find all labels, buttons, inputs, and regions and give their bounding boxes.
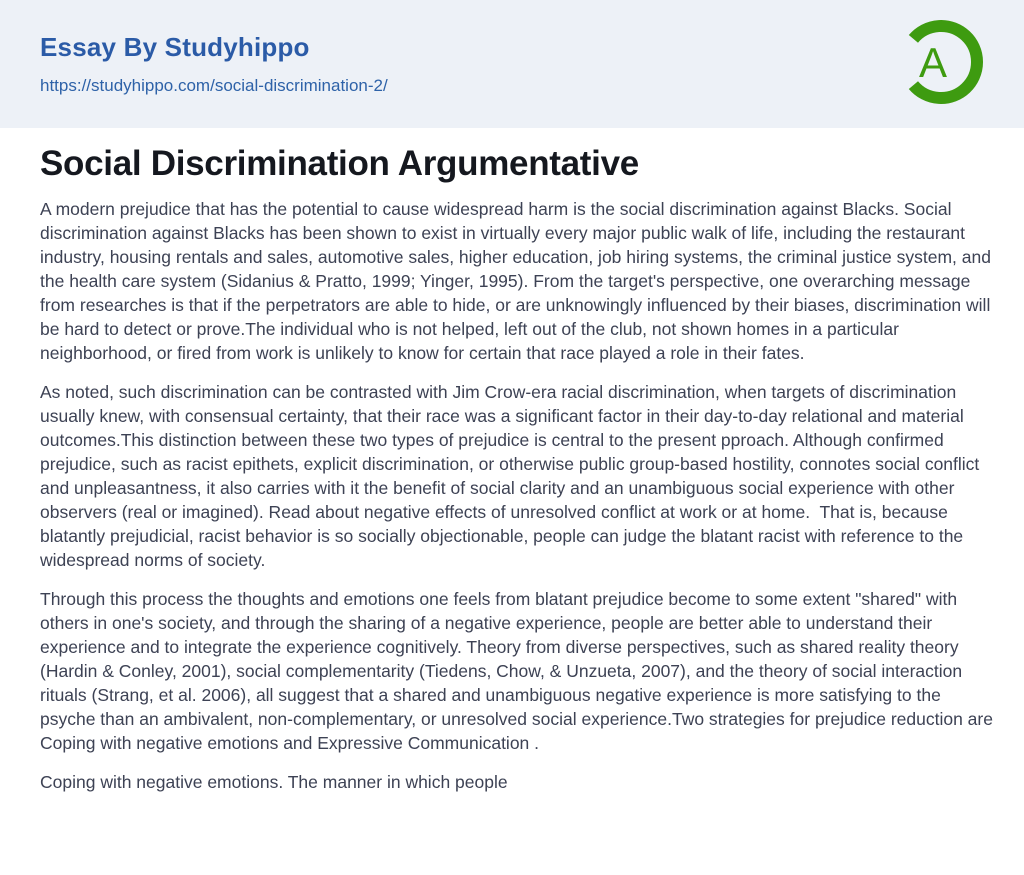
- article: [0, 128, 1024, 794]
- article-paragraph-1: A modern prejudice that has the potential to cause widespread harm is the social discrimination against Blacks. Social discrimination against Blacks has been shown to exist in virtually every major public walk of life, including the restaurant industry, housing rentals and sales, automotive sales, higher education, job hiring systems, the criminal justice system, and the health care system (Sidanius & Pratto, 1999; Yinger, 1995). From the target's perspective, one overarching message from researches is that if the perpetrators are able to hide, or are unknowingly influenced by their biases, discrimination will be hard to detect or prove.The individual who is not helped, left out of the club, not shown homes in a particular neighborhood, or fired from work is unlikely to know for certain that race played a role in their fates.: [40, 199, 996, 363]
- site-header: [0, 0, 1024, 128]
- page-url-link[interactable]: https://studyhippo.com/social-discrimination-2/: [40, 76, 388, 95]
- studyhippo-logo-icon: [900, 20, 984, 108]
- logo-letter: A: [918, 39, 948, 86]
- article-paragraph-3: Through this process the thoughts and emotions one feels from blatant prejudice become to some extent "shared" with others in one's society, and through the sharing of a negative experience, people are better able to understand their experience and to integrate the experience cognitively. Theory from diverse perspectives, such as shared reality theory (Hardin & Conley, 2001), social complementarity (Tiedens, Chow, & Unzueta, 2007), and the theory of social interaction rituals (Strang, et al. 2006), all suggest that a shared and unambiguous negative experience is more satisfying to the psyche than an ambivalent, non-complementary, or unresolved social experience.Two strategies for prejudice reduction are Coping with negative emotions and Expressive Communication .: [40, 589, 998, 753]
- article-paragraph-4: Coping with negative emotions. The manner in which people: [40, 772, 508, 792]
- site-title: Essay By Studyhippo: [40, 32, 310, 62]
- article-title: Social Discrimination Argumentative: [40, 144, 639, 183]
- article-paragraph-2: As noted, such discrimination can be contrasted with Jim Crow-era racial discrimination, when targets of discrimination usually knew, with consensual certainty, that their race was a significant factor in their day-to-day relational and material outcomes.This distinction between these two types of prejudice is central to the present pproach. Although confirmed prejudice, such as racist epithets, explicit discrimination, or otherwise public group-based hostility, connotes social conflict and unpleasantness, it also carries with it the benefit of social clarity and an unambiguous social experience with other observers (real or imagined). Read about negative effects of unresolved conflict at work or at home. That is, because blatantly prejudicial, racist behavior is so socially objectionable, people can judge the blatant racist with reference to the widespread norms of society.: [40, 382, 985, 570]
- header-text-block: [40, 32, 388, 96]
